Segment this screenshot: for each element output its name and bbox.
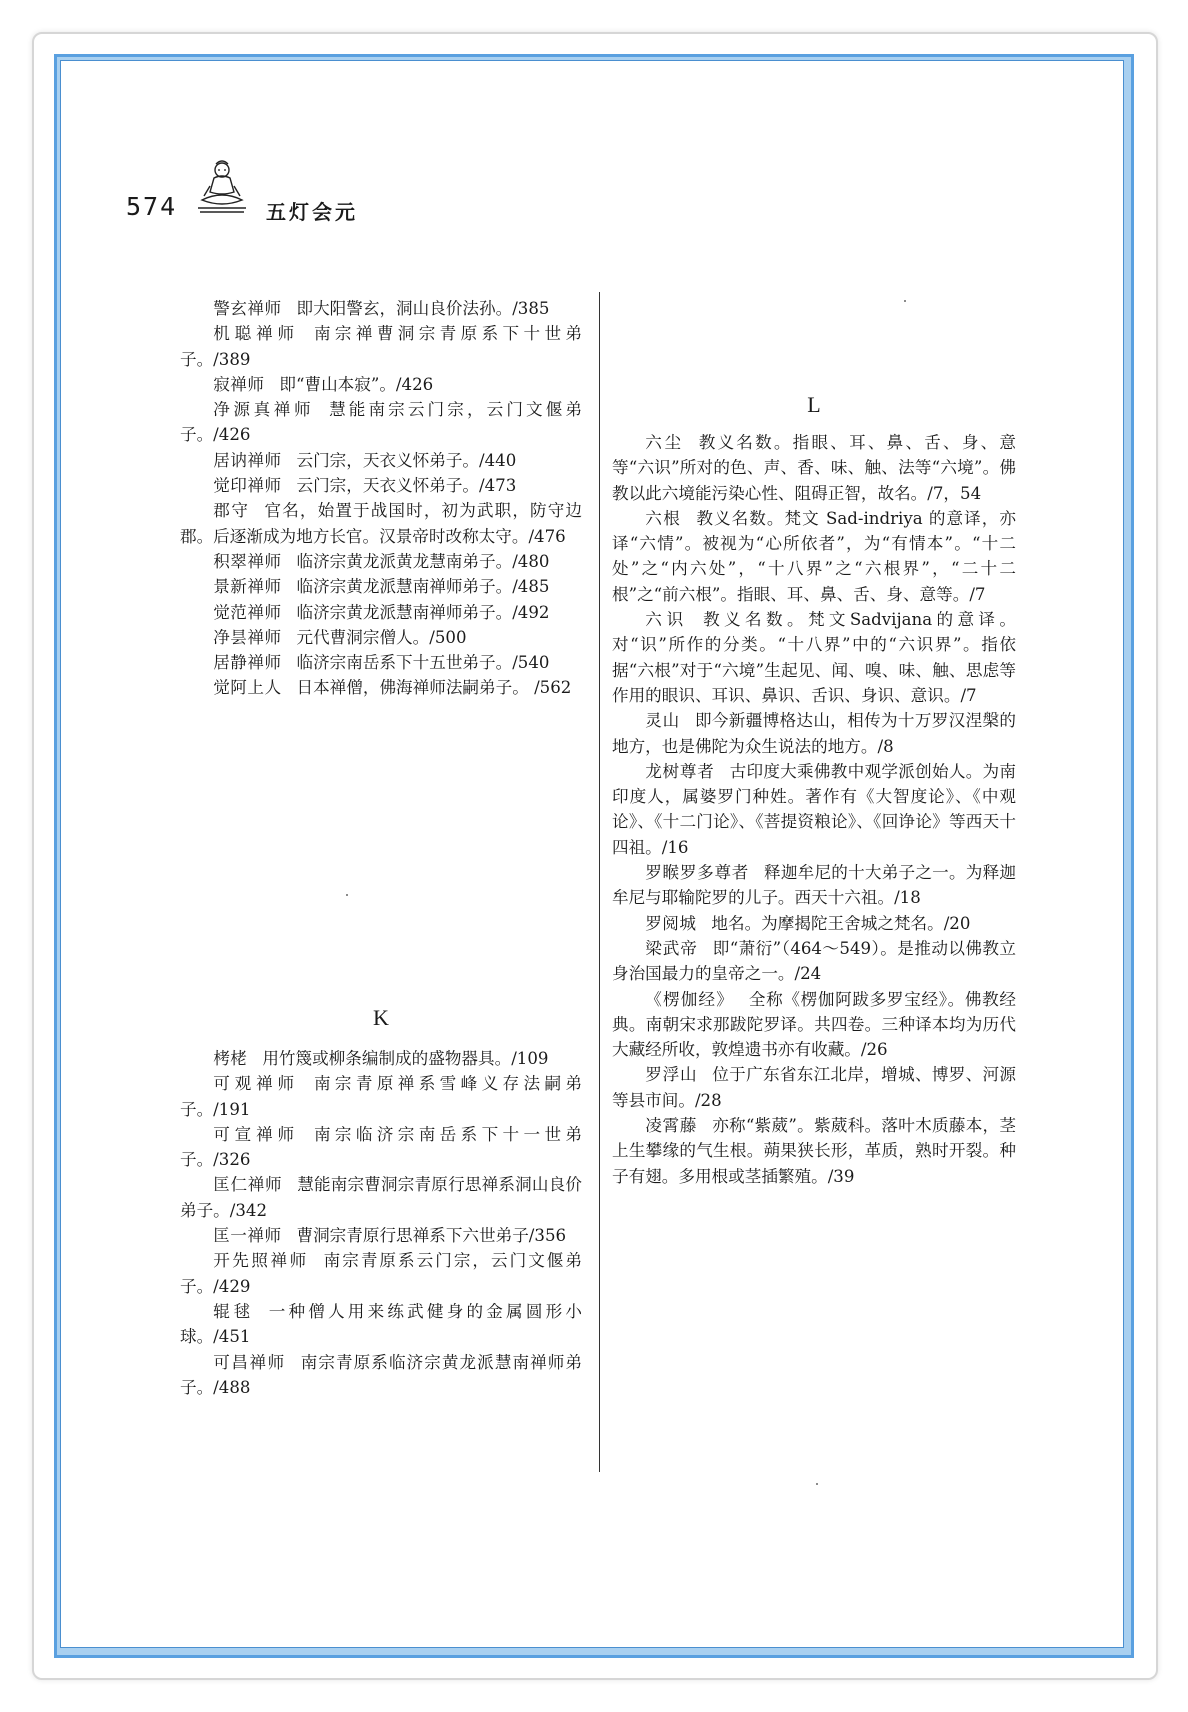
glossary-entry: 警玄禅师 即大阳警玄，洞山良价法孙。/385 (213, 299, 550, 318)
glossary-entry: 匡一禅师 曹洞宗青原行思禅系下六世弟子/356 (213, 1226, 567, 1246)
glossary-entry: 郡守 官名，始置于战国时，初为武职，防守边郡。后逐渐成为地方长官。汉景帝时改称太守。/476 (180, 501, 583, 546)
glossary-entry: 《楞伽经》 全称《楞伽阿跋多罗宝经》。佛教经典。南朝宋求那跋陀罗译。共四卷。三种译本均为历代大藏经所收，敦煌遗书亦有收藏。/26 (612, 989, 1017, 1060)
glossary-entry: 居讷禅师 云门宗，天衣义怀弟子。/440 (213, 450, 517, 470)
scan-speck (904, 300, 906, 302)
scan-speck (816, 1483, 818, 1485)
glossary-entry: 梁武帝 即“萧衍”（464～549）。是推动以佛教立身治国最力的皇帝之一。/24 (612, 938, 1017, 984)
glossary-entry: 灵山 即今新疆博格达山，相传为十万罗汉涅槃的地方，也是佛陀为众生说法的地方。/8 (612, 711, 1016, 756)
section-k-entries (180, 1046, 582, 1400)
glossary-entry: 景新禅师 临济宗黄龙派慧南禅师弟子。/485 (213, 577, 550, 597)
glossary-entry: 六根 教义名数。梵文 Sad-indriya 的意译，亦译“六情”。被视为“心所依者”，为“有情本”。“十二处”之“内六处”，“十八界”之“六根界”，“二十二根”之“前六根”。指眼、耳、鼻、舌、身、意等。/7 (612, 508, 1017, 604)
glossary-entry: 辊毬 一种僧人用来练武健身的金属圆形小球。/451 (180, 1301, 582, 1347)
glossary-entry: 开先照禅师 南宗青原系云门宗，云门文偃弟子。/429 (180, 1251, 583, 1296)
glossary-entry: 罗睺罗多尊者 释迦牟尼的十大弟子之一。为释迦牟尼与耶输陀罗的儿子。西天十六祖。/18 (612, 863, 1017, 908)
glossary-entry: 机聪禅师 南宗禅曹洞宗青原系下十世弟子。/389 (180, 324, 583, 369)
glossary-entry: 可宣禅师 南宗临济宗南岳系下十一世弟子。/326 (180, 1124, 583, 1170)
glossary-entry: 罗阅城 地名。为摩揭陀王舍城之梵名。/20 (645, 913, 971, 933)
glossary-entry: 凌霄藤 亦称“紫葳”。紫葳科。落叶木质藤本，茎上生攀缘的气生根。蒴果狭长形，革质，熟时开裂。种子有翅。多用根或茎插繁殖。/39 (612, 1116, 1017, 1186)
glossary-entry: 觉印禅师 云门宗，天衣义怀弟子。/473 (213, 476, 517, 496)
glossary-entry: 龙树尊者 古印度大乘佛教中观学派创始人。为南印度人，属婆罗门种姓。著作有《大智度论》、《中观论》、《十二门论》、《菩提资粮论》、《回诤论》等西天十四祖。/16 (612, 761, 1017, 857)
column-divider (599, 292, 600, 1472)
buddha-figure-icon (192, 156, 252, 214)
section-l-entries (612, 430, 1016, 1189)
glossary-entry: 积翠禅师 临济宗黄龙派黄龙慧南弟子。/480 (213, 551, 550, 571)
glossary-entry: 净昙禅师 元代曹洞宗僧人。/500 (213, 627, 467, 647)
book-title: 五灯会元 (266, 200, 358, 224)
scan-speck (346, 894, 348, 896)
left-column (180, 296, 582, 701)
section-heading-k: K (373, 1005, 389, 1030)
glossary-entry: 罗浮山 位于广东省东江北岸，增城、博罗、河源等县市间。/28 (612, 1065, 1017, 1110)
glossary-entry: 六识 教义名数。梵文Sadvijana的意译。对“识”所作的分类。“十八界”中的“六识界”。指依据“六根”对于“六境”生起见、闻、嗅、味、触、思虑等作用的眼识、耳识、鼻识、舌识、身识、意识。/7 (612, 610, 1016, 705)
glossary-entry: 六尘 教义名数。指眼、耳、鼻、舌、身、意等“六识”所对的色、声、香、味、触、法等“六境”。佛教以此六境能污染心性、阻碍正智，故名。/7，54 (612, 433, 1017, 503)
glossary-entry: 栲栳 用竹篾或柳条编制成的盛物器具。/109 (213, 1049, 549, 1068)
glossary-entry: 寂禅师 即“曹山本寂”。/426 (213, 374, 434, 394)
glossary-entry: 觉阿上人 日本禅僧，佛海禅师法嗣弟子。 /562 (213, 678, 572, 698)
glossary-entry: 净源真禅师 慧能南宗云门宗，云门文偃弟子。/426 (180, 400, 583, 445)
glossary-entry: 可观禅师 南宗青原禅系雪峰义存法嗣弟子。/191 (180, 1074, 583, 1119)
page-number: 574 (126, 192, 178, 221)
glossary-entry: 可昌禅师 南宗青原系临济宗黄龙派慧南禅师弟子。/488 (180, 1352, 583, 1397)
glossary-entry: 觉范禅师 临济宗黄龙派慧南禅师弟子。/492 (213, 602, 550, 622)
glossary-entry: 匡仁禅师 慧能南宗曹洞宗青原行思禅系洞山良价弟子。/342 (180, 1175, 583, 1220)
glossary-entry: 居静禅师 临济宗南岳系下十五世弟子。/540 (213, 653, 550, 673)
section-heading-l: L (807, 392, 821, 417)
